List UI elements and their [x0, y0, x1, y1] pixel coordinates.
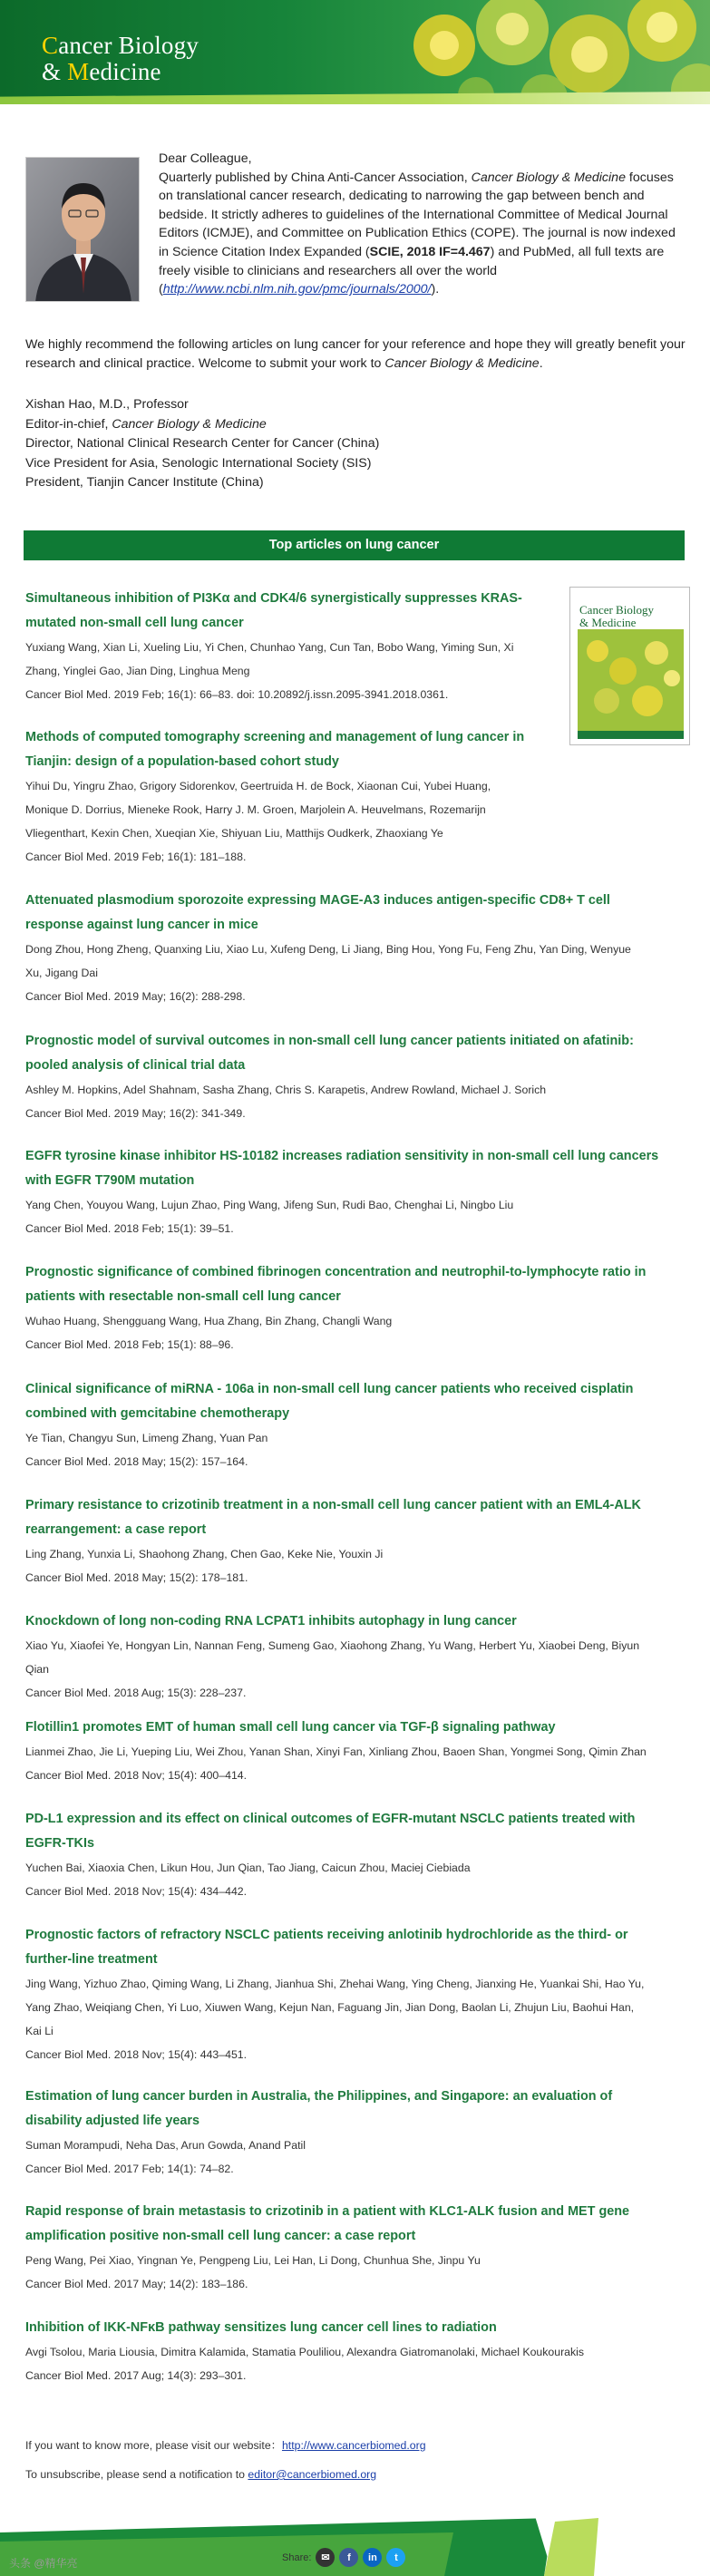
section-header: Top articles on lung cancer — [24, 530, 685, 560]
intro-paragraph: Quarterly published by China Anti-Cancer Association, Cancer Biology & Medicine focuses on translational cancer research, dedicating to narrowing the gap between bench and bedside. It strictly adheres to guidelines of the International Committee of Medical Journal Editors (ICMJE), and Committee on Publication Ethics (COPE). The journal is now indexed in Science Citation Index Expanded (SCIE, 2018 IF=4.467) and PubMed, all full texts are freely visible to clinicians and researchers all over the world (http://www.ncbi.nlm.nih.gov/pmc/journals/2000/). — [159, 170, 676, 297]
article-title[interactable]: Prognostic factors of refractory NSCLC patients receiving anlotinib hydrochloride as the third- or further-line treatment — [25, 1928, 628, 1967]
unsubscribe-line: To unsubscribe, please send a notification to editor@cancerbiomed.org — [25, 2468, 377, 2481]
article-item — [25, 1923, 687, 2066]
share-bar — [282, 2548, 405, 2567]
journal-title: Cancer Biology & Medicine — [42, 32, 199, 85]
article-item — [25, 2085, 687, 2181]
article-citation: Cancer Biol Med. 2019 May; 16(2): 288-298. — [25, 990, 246, 1003]
article-authors: Dong Zhou, Hong Zheng, Quanxing Liu, Xiao Lu, Xufeng Deng, Li Jiang, Bing Hou, Yong Fu, Feng Zhu, Yan Ding, Wenyue Xu, Jigang Dai — [25, 943, 631, 979]
signature-block — [25, 395, 687, 493]
article-title[interactable]: Prognostic model of survival outcomes in non-small cell lung cancer patients initiated on afatinib: pooled analysis of clinical trial data — [25, 1034, 634, 1073]
signature-role: Editor-in-chief, Cancer Biology & Medicine — [25, 416, 267, 432]
visit-line: If you want to know more, please visit our website：http://www.cancerbiomed.org — [25, 2439, 426, 2452]
intro-letter — [159, 150, 685, 299]
article-authors: Avgi Tsolou, Maria Liousia, Dimitra Kalamida, Stamatia Pouliliou, Alexandra Giatromanolaki, Michael Koukourakis — [25, 2346, 585, 2358]
article-title[interactable]: Simultaneous inhibition of PI3Kα and CDK4/6 synergistically suppresses KRAS- mutated non-small cell lung cancer — [25, 591, 522, 630]
article-authors: Peng Wang, Pei Xiao, Yingnan Ye, Pengpeng Liu, Lei Han, Li Dong, Chunhua She, Jinpu Yu — [25, 2254, 481, 2267]
article-item — [25, 1029, 687, 1125]
article-title[interactable]: Primary resistance to crizotinib treatment in a non-small cell lung cancer patient with an EML4-ALK rearrangement: a case report — [25, 1498, 641, 1537]
wechat-icon[interactable]: ✉ — [316, 2548, 335, 2567]
article-title[interactable]: PD-L1 expression and its effect on clinical outcomes of EGFR-mutant NSCLC patients treated with EGFR-TKIs — [25, 1812, 636, 1851]
editor-portrait — [25, 157, 140, 302]
article-item — [25, 1493, 687, 1589]
article-citation: Cancer Biol Med. 2017 Aug; 14(3): 293–301. — [25, 2369, 247, 2382]
article-title[interactable]: Prognostic significance of combined fibrinogen concentration and neutrophil-to-lymphocyte ratio in patients with resectable non-small cell lung cancer — [25, 1265, 647, 1304]
article-item — [25, 2316, 687, 2387]
cover-title: Cancer Biology & Medicine — [579, 603, 654, 629]
article-item — [25, 725, 560, 869]
banner-stripe — [0, 92, 710, 104]
article-item — [25, 1377, 687, 1473]
recommend-paragraph: We highly recommend the following articles on lung cancer for your reference and hope they will greatly benefit your research and clinical practice. Welcome to submit your work to Cancer Biology & Medicine. — [25, 337, 686, 371]
greeting: Dear Colleague, — [159, 151, 252, 166]
twitter-icon[interactable]: t — [386, 2548, 405, 2567]
header-banner — [0, 0, 710, 104]
article-title[interactable]: EGFR tyrosine kinase inhibitor HS-10182 increases radiation sensitivity in non-small cell lung cancers with EGFR T790M mutation — [25, 1149, 659, 1188]
article-authors: Yang Chen, Youyou Wang, Lujun Zhao, Ping Wang, Jifeng Sun, Rudi Bao, Chenghai Li, Ningbo Liu — [25, 1199, 514, 1211]
signature-name: Xishan Hao, M.D., Professor — [25, 397, 189, 412]
article-citation: Cancer Biol Med. 2019 Feb; 16(1): 66–83. doi: 10.20892/j.issn.2095-3941.2018.0361. — [25, 688, 449, 701]
article-authors: Suman Morampudi, Neha Das, Arun Gowda, Anand Patil — [25, 2139, 306, 2152]
signature-role: President, Tianjin Cancer Institute (China) — [25, 475, 264, 491]
article-title[interactable]: Methods of computed tomography screening and management of lung cancer in Tianjin: design of a population-based cohort study — [25, 730, 525, 769]
article-authors: Yuxiang Wang, Xian Li, Xueling Liu, Yi Chen, Chunhao Yang, Cun Tan, Bobo Wang, Yiming Sun, Xi Zhang, Yinglei Gao, Jian Ding, Linghua Meng — [25, 641, 514, 677]
article-citation: Cancer Biol Med. 2017 May; 14(2): 183–186. — [25, 2278, 248, 2290]
signature-role: Director, National Clinical Research Center for Cancer (China) — [25, 436, 380, 452]
article-title[interactable]: Rapid response of brain metastasis to crizotinib in a patient with KLC1-ALK fusion and MET gene amplification positive non-small cell lung cancer: a case report — [25, 2204, 630, 2243]
article-item — [25, 1807, 687, 1903]
article-authors: Xiao Yu, Xiaofei Ye, Hongyan Lin, Nannan Feng, Sumeng Gao, Xiaohong Zhang, Yu Wang, Herbert Yu, Xiaobei Deng, Biyun Qian — [25, 1639, 640, 1676]
article-title[interactable]: Clinical significance of miRNA - 106a in non-small cell lung cancer patients who received cisplatin combined with gemcitabine chemotherapy — [25, 1382, 634, 1421]
pmc-link[interactable]: http://www.ncbi.nlm.nih.gov/pmc/journals/2000/ — [162, 282, 432, 297]
article-authors: Ashley M. Hopkins, Adel Shahnam, Sasha Zhang, Chris S. Karapetis, Andrew Rowland, Michael J. Sorich — [25, 1084, 547, 1096]
article-authors: Jing Wang, Yizhuo Zhao, Qiming Wang, Li Zhang, Jianhua Shi, Zhehai Wang, Ying Cheng, Jianxing He, Yuankai Shi, Hao Yu, Yang Zhao, Weiqiang Chen, Yi Luo, Xiuwen Wang, Kejun Nan, Faguang Jin, Jian Dong, Baolan Li, Zhujun Liu, Baohui Han, Kai Li — [25, 1978, 645, 2037]
article-citation: Cancer Biol Med. 2018 Nov; 15(4): 434–442. — [25, 1885, 248, 1898]
article-item — [25, 1716, 687, 1787]
article-authors: Lianmei Zhao, Jie Li, Yueping Liu, Wei Zhou, Yanan Shan, Xinyi Fan, Xinliang Zhou, Baoen Shan, Yongmei Song, Qimin Zhan — [25, 1745, 647, 1758]
article-item — [25, 1260, 687, 1356]
cells-illustration — [390, 0, 710, 104]
article-citation: Cancer Biol Med. 2018 Feb; 15(1): 39–51. — [25, 1222, 234, 1235]
article-citation: Cancer Biol Med. 2018 May; 15(2): 178–181. — [25, 1571, 248, 1584]
article-item — [25, 2200, 687, 2296]
article-item — [25, 1609, 687, 1705]
article-title[interactable]: Inhibition of IKK-NFκB pathway sensitizes lung cancer cell lines to radiation — [25, 2320, 497, 2335]
linkedin-icon[interactable]: in — [363, 2548, 382, 2567]
article-title[interactable]: Estimation of lung cancer burden in Australia, the Philippines, and Singapore: an evaluation of disability adjusted life years — [25, 2089, 613, 2128]
article-authors: Wuhao Huang, Shengguang Wang, Hua Zhang, Bin Zhang, Changli Wang — [25, 1315, 393, 1327]
article-title[interactable]: Knockdown of long non-coding RNA LCPAT1 inhibits autophagy in lung cancer — [25, 1614, 517, 1628]
article-authors: Ye Tian, Changyu Sun, Limeng Zhang, Yuan Pan — [25, 1432, 268, 1444]
article-title[interactable]: Flotillin1 promotes EMT of human small cell lung cancer via TGF-β signaling pathway — [25, 1720, 556, 1735]
article-authors: Yihui Du, Yingru Zhao, Grigory Sidorenkov, Geertruida H. de Bock, Xiaonan Cui, Yubei Huang, Monique D. Dorrius, Mieneke Rook, Harry J. M. Groen, Marjolein A. Heuvelmans, Rozemarijn Vliegenthart, Kexin Chen, Xueqian Xie, Shiyuan Liu, Matthijs Oudkerk, Zhaoxiang Ye — [25, 780, 491, 840]
article-citation: Cancer Biol Med. 2018 Aug; 15(3): 228–237. — [25, 1687, 247, 1699]
share-label: Share: — [282, 2552, 312, 2563]
article-title[interactable]: Attenuated plasmodium sporozoite expressing MAGE-A3 induces antigen-specific CD8+ T cell response against lung cancer in mice — [25, 893, 610, 932]
footer — [25, 2436, 687, 2484]
editor-email-link[interactable]: editor@cancerbiomed.org — [248, 2468, 377, 2481]
facebook-icon[interactable]: f — [339, 2548, 358, 2567]
article-item — [25, 587, 560, 706]
article-citation: Cancer Biol Med. 2017 Feb; 14(1): 74–82. — [25, 2163, 234, 2175]
footer-band — [0, 2516, 710, 2576]
signature-role: Vice President for Asia, Senologic International Society (SIS) — [25, 455, 372, 471]
article-citation: Cancer Biol Med. 2018 Nov; 15(4): 400–414. — [25, 1769, 248, 1782]
website-link[interactable]: http://www.cancerbiomed.org — [281, 2439, 426, 2452]
article-citation: Cancer Biol Med. 2019 May; 16(2): 341-349. — [25, 1107, 246, 1120]
watermark: 头条 @精华亮 — [9, 2557, 78, 2570]
article-citation: Cancer Biol Med. 2018 May; 15(2): 157–164. — [25, 1455, 248, 1468]
article-authors: Ling Zhang, Yunxia Li, Shaohong Zhang, Chen Gao, Keke Nie, Youxin Ji — [25, 1548, 384, 1560]
article-item — [25, 1144, 687, 1240]
article-citation: Cancer Biol Med. 2019 Feb; 16(1): 181–188. — [25, 851, 247, 863]
article-item — [25, 889, 687, 1008]
article-citation: Cancer Biol Med. 2018 Nov; 15(4): 443–451. — [25, 2048, 248, 2061]
article-authors: Yuchen Bai, Xiaoxia Chen, Likun Hou, Jun Qian, Tao Jiang, Caicun Zhou, Maciej Ciebiada — [25, 1862, 471, 1874]
journal-cover-image — [569, 587, 690, 745]
article-citation: Cancer Biol Med. 2018 Feb; 15(1): 88–96. — [25, 1338, 234, 1351]
